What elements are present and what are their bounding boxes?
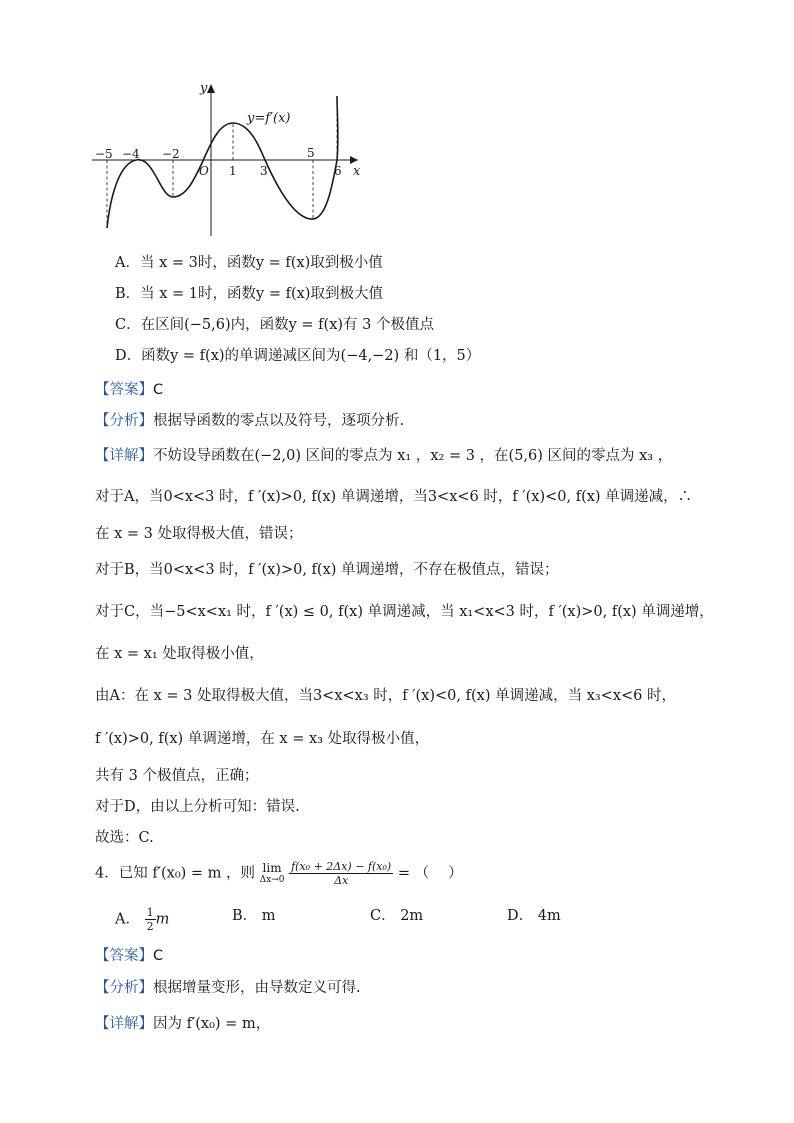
curve-label: y=f′(x)	[247, 111, 291, 126]
question-4-stem	[95, 860, 463, 887]
q4-option-a-fraction	[145, 906, 156, 933]
q4-option-c: C． 2m	[370, 908, 424, 924]
q4-analysis-line	[95, 978, 361, 998]
answer-value: C	[153, 382, 164, 398]
option-a: A．当 x = 3时，函数y = f(x)取到极小值	[115, 255, 383, 271]
detail-line-1	[95, 446, 672, 466]
limit-symbol	[260, 862, 285, 886]
analysis-text: 根据导函数的零点以及符号，逐项分析.	[153, 413, 405, 429]
q4-analysis-text: 根据增量变形，由导数定义可得.	[153, 980, 361, 996]
q4-detail-line	[95, 1014, 270, 1034]
q4-detail-tag: 【详解】	[95, 1016, 153, 1032]
detail-line-9: 共有 3 个极值点，正确；	[95, 768, 259, 784]
q4-answer-line	[95, 946, 163, 966]
q4-option-d: D． 4m	[507, 908, 561, 924]
y-axis-label: y	[200, 81, 208, 96]
fraction-numerator: f(x₀ + 2Δx) − f(x₀)	[291, 860, 392, 873]
q4-answer-value: C	[153, 948, 164, 964]
detail-line-10: 对于D，由以上分析可知：错误.	[95, 799, 300, 815]
y-axis-arrow	[207, 84, 215, 93]
lim-subscript: Δx→0	[259, 874, 285, 885]
analysis-line	[95, 411, 404, 431]
detail-line-4: 对于B，当0<x<3 时，f ′(x)>0, f(x) 单调递增，不存在极值点，错误；	[95, 562, 559, 578]
q4-detail-text: 因为 f′(x₀) = m，	[153, 1016, 271, 1032]
derivative-curve	[107, 96, 338, 228]
q4-option-b: B． m	[232, 908, 276, 924]
option-d: D．函数y = f(x)的单调递减区间为(−4,−2) 和（1，5）	[115, 348, 481, 364]
derivative-graph	[0, 0, 794, 250]
q4-option-a	[115, 906, 169, 933]
tick-label-neg5: −5	[95, 147, 113, 161]
tick-label-3: 3	[260, 164, 268, 178]
q4-stem-suffix: = （ ）	[397, 865, 463, 882]
q4-option-a-label: A．	[115, 911, 140, 928]
detail-line-5: 对于C，当−5<x<x₁ 时，f ′(x) ≤ 0, f(x) 单调递减，当 x₁<x<3 时，f ′(x)>0, f(x) 单调递增，	[95, 604, 714, 620]
tick-label-neg4: −4	[122, 147, 140, 161]
q4-option-a-num: 1	[146, 906, 154, 919]
tick-label-5: 5	[307, 146, 315, 160]
detail-line-6: 在 x = x₁ 处取得极小值，	[95, 646, 264, 662]
q4-answer-tag: 【答案】	[95, 948, 153, 964]
limit-fraction	[289, 860, 393, 887]
x-axis-arrow	[350, 156, 358, 164]
answer-line	[95, 380, 163, 400]
tick-label-neg2: −2	[162, 147, 180, 161]
detail-tag: 【详解】	[95, 448, 153, 464]
answer-tag: 【答案】	[95, 382, 153, 398]
tick-label-6: 6	[334, 164, 342, 178]
lim-word: lim	[262, 860, 282, 875]
q4-option-a-var: m	[155, 911, 170, 928]
detail-line-2: 对于A，当0<x<3 时，f ′(x)>0, f(x) 单调递增，当3<x<6 时，f ′(x)<0, f(x) 单调递减，∴	[95, 489, 693, 505]
detail-line-3: 在 x = 3 处取得极大值，错误；	[95, 526, 303, 542]
analysis-tag: 【分析】	[95, 413, 153, 429]
option-b: B．当 x = 1时，函数y = f(x)取到极大值	[115, 286, 383, 302]
detail-line-8: f ′(x)>0, f(x) 单调递增，在 x = x₃ 处取得极小值，	[95, 731, 430, 747]
x-axis-label: x	[353, 164, 361, 179]
fraction-denominator: Δx	[334, 874, 349, 887]
guide-lines	[107, 98, 337, 227]
tick-label-1: 1	[229, 164, 237, 178]
detail-line-11: 故选：C.	[95, 830, 154, 846]
detail-text-1: 不妨设导函数在(−2,0) 区间的零点为 x₁ ，x₂ = 3 ，在(5,6) 区间的零点为 x₃ ，	[153, 448, 673, 464]
option-c: C．在区间(−5,6)内，函数y = f(x)有 3 个极值点	[115, 317, 434, 333]
q4-option-a-den: 2	[146, 920, 154, 933]
q4-analysis-tag: 【分析】	[95, 980, 153, 996]
detail-line-7: 由A：在 x = 3 处取得极大值，当3<x<x₃ 时，f ′(x)<0, f(x) 单调递减，当 x₃<x<6 时，	[95, 688, 676, 704]
origin-label: O	[199, 164, 209, 178]
q4-stem-prefix: 4．已知 f′(x₀) = m ，则	[95, 865, 256, 882]
